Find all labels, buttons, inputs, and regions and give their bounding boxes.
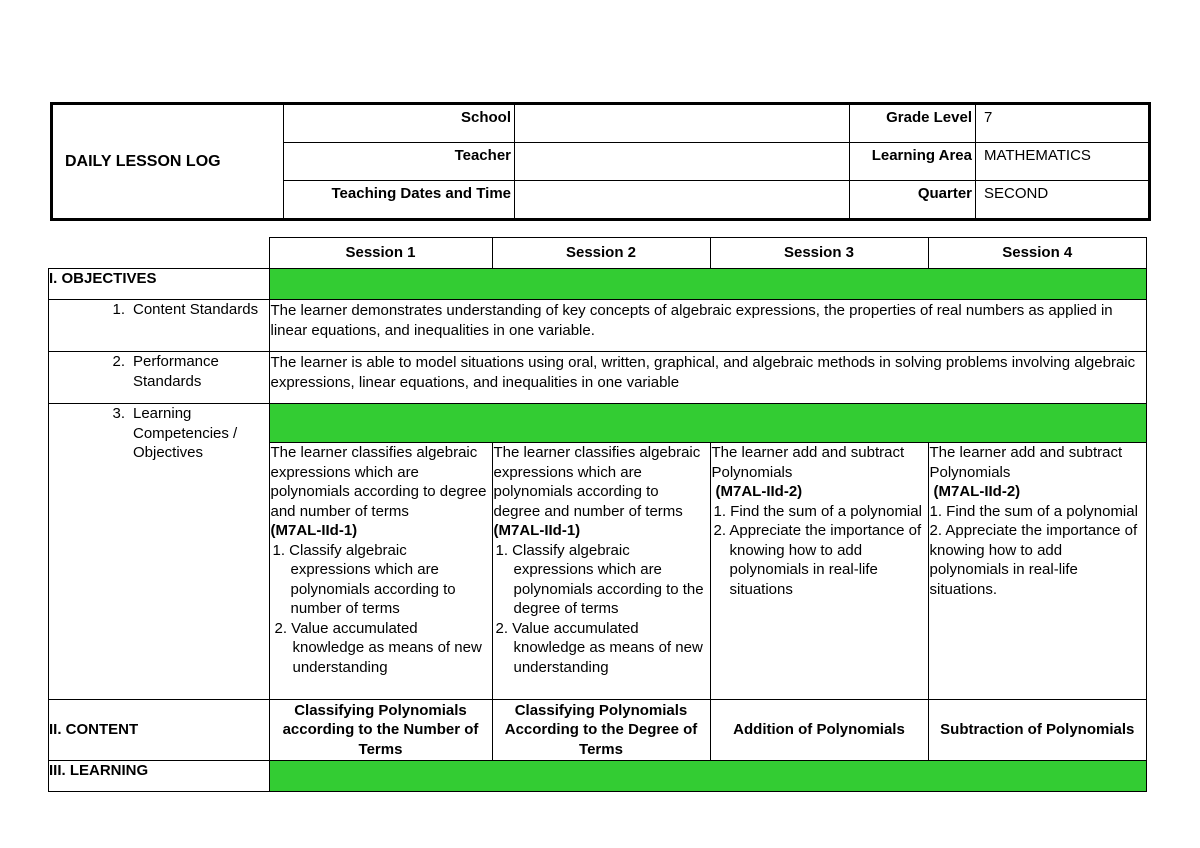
performance-standards-text-label: Performance Standards [133,353,219,390]
competencies-text-label: Learning Competencies / Objectives [133,405,238,461]
competency-1-item-2: 2. Value accumulated knowledge as means of new understanding [274,619,482,676]
competency-4-intro: The learner add and subtract Polynomials [929,444,1123,481]
competency-2-code: (M7AL-IId-1) [493,522,581,539]
competency-3-item-2: 2. Appreciate the importance of knowing how to add polynomials in real-life situations [713,522,922,598]
session-2-header: Session 2 [492,238,710,269]
content-standards-label [49,300,270,352]
session-4-header: Session 4 [928,238,1147,269]
competency-1-code: (M7AL-IId-1) [270,522,358,539]
content-session-1: Classifying Polynomials according to the Number of Terms [269,700,492,761]
quarter-field[interactable]: SECOND [976,181,1150,220]
objectives-title: I. OBJECTIVES [49,269,270,300]
competency-session-3 [710,443,928,700]
grade-level-label: Grade Level [850,104,976,143]
competencies-bar [269,404,1147,443]
content-standards-text: The learner demonstrates understanding of key concepts of algebraic expressions, the properties of real numbers as applied in linear equations, and inequalities in one variable. [269,300,1147,352]
school-label: School [284,104,515,143]
quarter-label: Quarter [850,181,976,220]
blank-corner [49,238,270,269]
learning-area-field[interactable]: MATHEMATICS [976,143,1150,181]
content-standards-num: 1. [112,301,125,318]
competency-2-item-2: 2. Value accumulated knowledge as means of new understanding [495,619,703,676]
competency-1-item-1: 1. Classify algebraic expressions which are polynomials according to number of terms [272,541,456,617]
learning-title: III. LEARNING [49,761,270,792]
session-1-header: Session 1 [269,238,492,269]
competency-3-code: (M7AL-IId-2) [715,483,803,500]
content-session-4: Subtraction of Polynomials [928,700,1147,761]
learning-bar [269,761,1147,792]
competency-1-intro: The learner classifies algebraic expressions which are polynomials according to degree and number of terms [270,444,487,520]
lesson-plan-table [48,237,1147,792]
competency-3-intro: The learner add and subtract Polynomials [711,444,905,481]
competency-2-intro: The learner classifies algebraic expressions which are polynomials according to degree and number of terms [493,444,701,520]
competency-4-code: (M7AL-IId-2) [933,483,1021,500]
grade-level-field[interactable]: 7 [976,104,1150,143]
content-standards-text-label: Content Standards [133,301,259,318]
teacher-label: Teacher [284,143,515,181]
competency-session-4 [928,443,1147,700]
competency-session-1 [269,443,492,700]
teaching-dates-label: Teaching Dates and Time [284,181,515,220]
lesson-log-header [50,102,1151,221]
teaching-dates-field[interactable] [515,181,850,220]
performance-standards-text: The learner is able to model situations using oral, written, graphical, and algebraic methods in solving problems involving algebraic expressions, linear equations, and inequalities in one variable [269,352,1147,404]
competencies-num: 3. [112,405,125,422]
competencies-label [49,404,270,700]
competency-4-item-2: 2. Appreciate the importance of knowing how to add polynomials in real-life situations. [929,522,1138,598]
school-field[interactable] [515,104,850,143]
competency-3-item-1: 1. Find the sum of a polynomial [713,502,922,520]
competency-2-item-1: 1. Classify algebraic expressions which are polynomials according to the degree of terms [495,541,704,617]
performance-standards-num: 2. [112,353,125,370]
competency-session-2 [492,443,710,700]
document-title: DAILY LESSON LOG [52,104,284,220]
competency-4-item-1: 1. Find the sum of a polynomial [929,502,1138,520]
content-session-2: Classifying Polynomials According to the Degree of Terms [492,700,710,761]
teacher-field[interactable] [515,143,850,181]
objectives-bar [269,269,1147,300]
session-3-header: Session 3 [710,238,928,269]
performance-standards-label [49,352,270,404]
learning-area-label: Learning Area [850,143,976,181]
content-title: II. CONTENT [49,700,270,761]
content-session-3: Addition of Polynomials [710,700,928,761]
